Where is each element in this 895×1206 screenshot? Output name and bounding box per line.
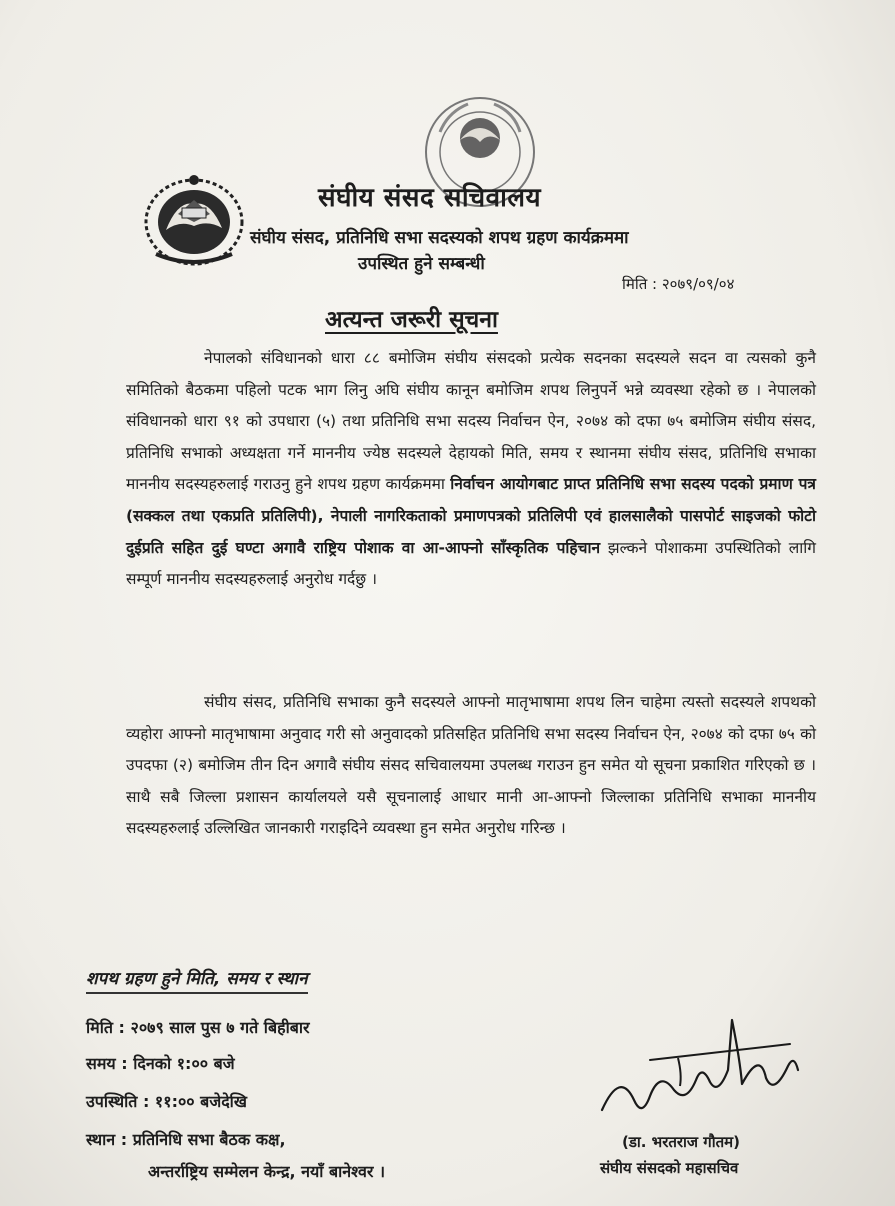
schedule-venue-line1: स्थान : प्रतिनिधि सभा बैठक कक्ष, <box>86 1130 286 1149</box>
schedule-date: मिति : २०७९ साल पुस ७ गते बिहीबार <box>86 1018 310 1037</box>
schedule-attendance: उपस्थिति : ११:०० बजेदेखि <box>86 1092 247 1111</box>
paragraph-1-bold-text: निर्वाचन आयोगबाट प्राप्त प्रतिनिधि सभा सदस्य पदको प्रमाण पत्र (सक्कल तथा एकप्रति प्रतिलिपी), नेपाली नागरिकताको प्रमाणपत्रको प्रतिलिपी एवं हालसालैको पासपोर्ट साइजको फोटो दुईप्रति सहित दुई घण्टा अगावै राष्ट्रिय पोशाक वा आ-आफ्नो साँस्कृतिक पहिचान <box>126 475 816 557</box>
notice-subject-line2: उपस्थित हुने सम्बन्धी <box>358 254 485 274</box>
notice-paragraph-1 <box>126 343 816 596</box>
notice-subject-line1: संघीय संसद, प्रतिनिधि सभा सदस्यको शपथ ग्रहण कार्यक्रममा <box>250 228 629 248</box>
signatory-name: (डा. भरतराज गौतम) <box>622 1133 740 1151</box>
paragraph-1-text-b: झल्कने पोशाकमा उपस्थितिको लागि सम्पूर्ण माननीय सदस्यहरुलाई अनुरोध गर्दछु । <box>126 538 816 589</box>
schedule-venue-line2: अन्तर्राष्ट्रिय सम्मेलन केन्द्र, नयाँ बानेश्वर । <box>148 1162 386 1181</box>
signature-icon <box>590 1000 810 1130</box>
schedule-time: समय : दिनको १:०० बजे <box>86 1054 235 1073</box>
notice-paragraph-2: संघीय संसद, प्रतिनिधि सभाका कुनै सदस्यले आफ्नो मातृभाषामा शपथ लिन चाहेमा त्यस्तो सदस्यले शपथको व्यहोरा आफ्नो मातृभाषामा अनुवाद गरी सो अनुवादको प्रतिसहित प्रतिनिधि सभा सदस्य निर्वाचन ऐन, २०७४ को दफा ७५ को उपदफा (२) बमोजिम तीन दिन अगावै संघीय संसद सचिवालयमा उपलब्ध गराउन हुन समेत यो सूचना प्रकाशित गरिएको छ । साथै सबै जिल्ला प्रशासन कार्यालयले यसै सूचनालाई आधार मानी आ-आफ्नो जिल्लाका प्रतिनिधि सभाका माननीय सदस्यहरुलाई उल्लिखित जानकारी गराइदिने व्यवस्था हुन समेत अनुरोध गरिन्छ । <box>126 693 816 838</box>
office-title: संघीय संसद सचिवालय <box>318 183 542 213</box>
schedule-title: शपथ ग्रहण हुने मिति, समय र स्थान <box>86 966 308 994</box>
paragraph-1-text-a: नेपालको संविधानको धारा ८८ बमोजिम संघीय संसदको प्रत्येक सदनका सदस्यले सदन वा त्यसको कुनै समितिको बैठकमा पहिलो पटक भाग लिनु अघि संघीय कानून बमोजिम शपथ लिनुपर्ने भन्ने व्यवस्था रहेको छ । नेपालको संविधानको धारा ९१ को उपधारा (५) तथा प्रतिनिधि सभा सदस्य निर्वाचन ऐन, २०७४ को दफा ७५ बमोजिम संघीय संसद, प्रतिनिधि सभाको अध्यक्षता गर्ने माननीय ज्येष्ठ सदस्यले देहायको मिति, समय र स्थानमा संघीय संसद, प्रतिनिधि सभाका माननीय सदस्यहरुलाई गराउनु हुने शपथ ग्रहण कार्यक्रममा <box>126 349 816 494</box>
notice-date: मिति : २०७९/०९/०४ <box>622 275 735 293</box>
nepal-emblem-icon <box>138 170 250 270</box>
notice-heading: अत्यन्त जरूरी सूचना <box>325 307 498 333</box>
signatory-title: संघीय संसदको महासचिव <box>600 1159 739 1177</box>
